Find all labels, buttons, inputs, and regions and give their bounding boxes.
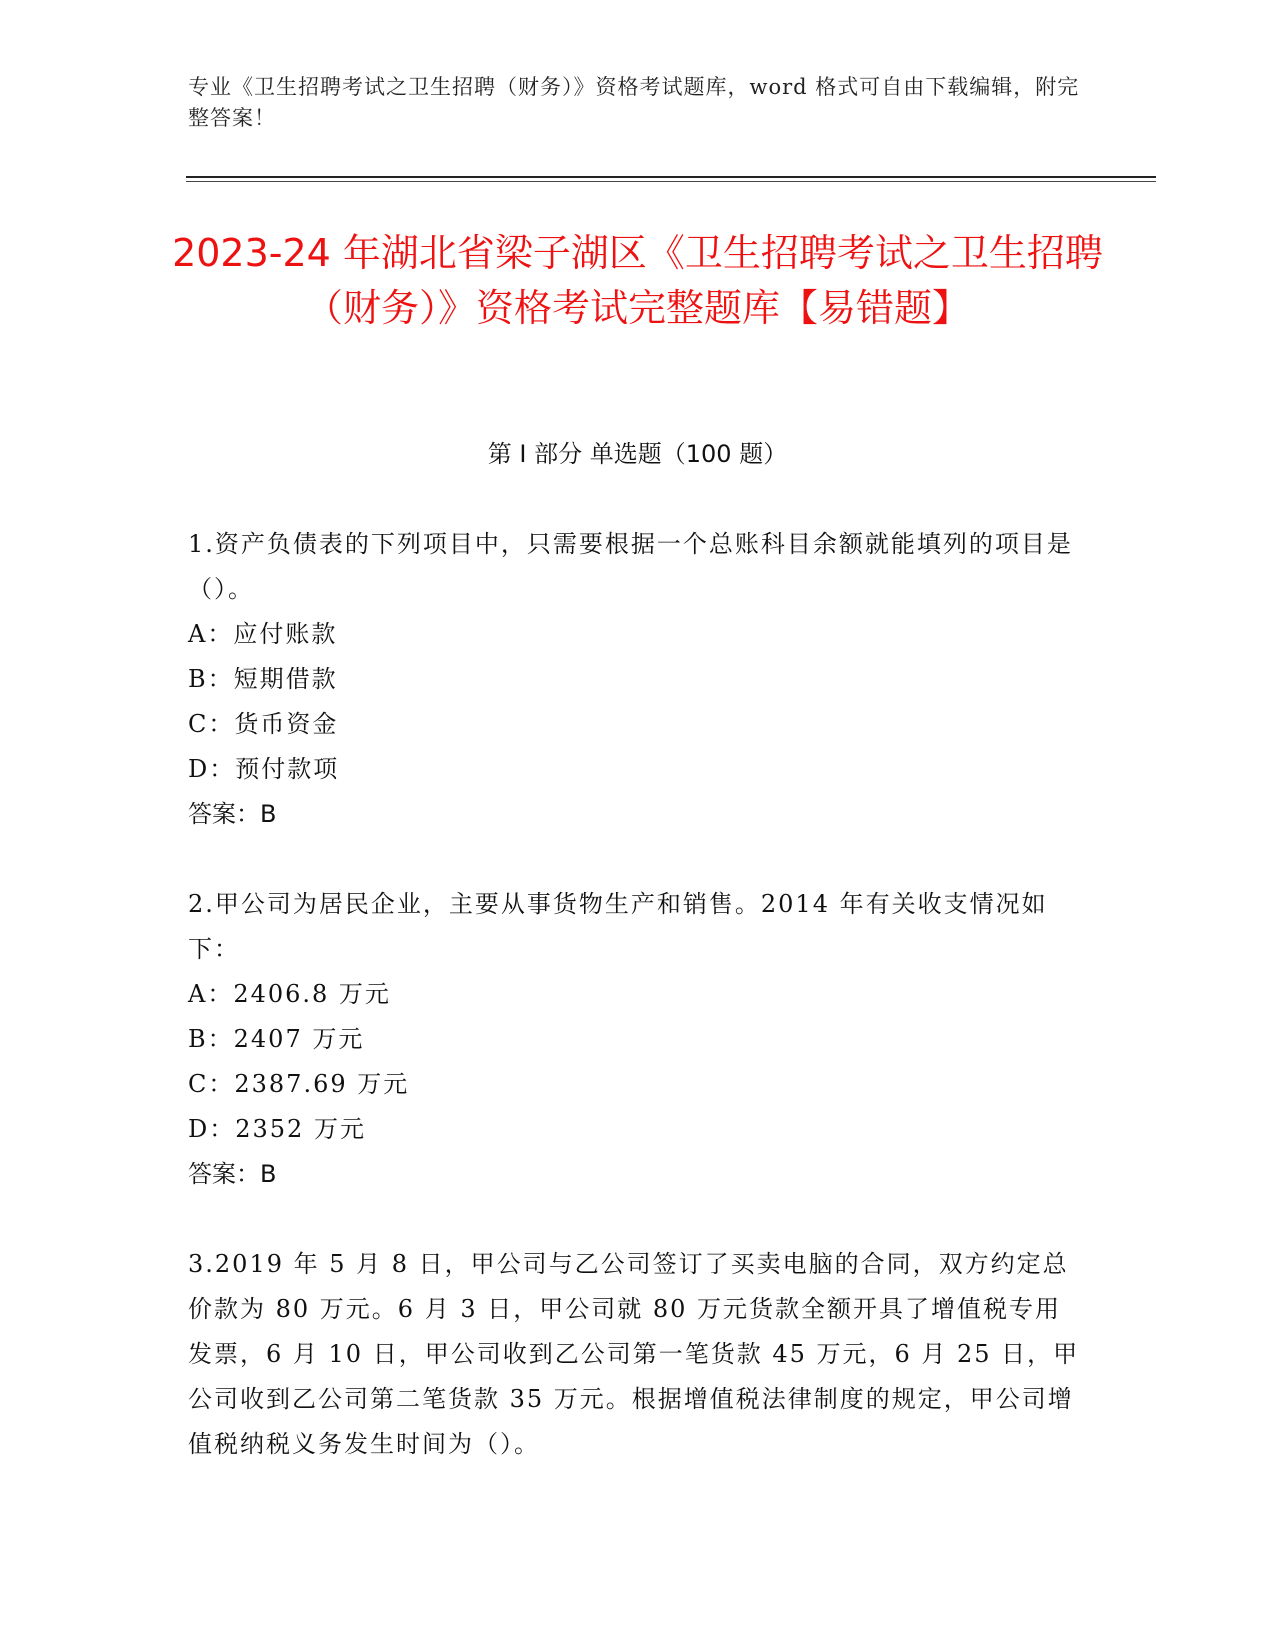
option-c: C：2387.69 万元 bbox=[188, 1070, 410, 1098]
option-d: D：预付款项 bbox=[188, 755, 340, 783]
question-text: 1.资产负债表的下列项目中，只需要根据一个总账科目余额就能填列的项目是（）。 bbox=[188, 530, 1073, 603]
question-1 bbox=[188, 522, 1083, 837]
option-list bbox=[188, 972, 1083, 1152]
question-2 bbox=[188, 882, 1083, 1197]
header-divider-thick bbox=[186, 176, 1156, 178]
option-a: A：2406.8 万元 bbox=[188, 980, 391, 1008]
question-text: 2.甲公司为居民企业，主要从事货物生产和销售。2014 年有关收支情况如下： bbox=[188, 890, 1048, 963]
option-list bbox=[188, 612, 1083, 792]
header-note: 专业《卫生招聘考试之卫生招聘（财务）》资格考试题库，word 格式可自由下载编辑，附完整答案！ bbox=[188, 75, 1080, 130]
header-divider-thin bbox=[186, 181, 1156, 182]
question-3 bbox=[188, 1242, 1083, 1467]
option-b: B：短期借款 bbox=[188, 665, 338, 693]
option-d: D：2352 万元 bbox=[188, 1115, 366, 1143]
section-heading: 第 I 部分 单选题（100 题） bbox=[487, 440, 788, 468]
document-title: 2023-24 年湖北省梁子湖区《卫生招聘考试之卫生招聘（财务）》资格考试完整题库【易错题】 bbox=[172, 231, 1103, 330]
answer: 答案：B bbox=[188, 1160, 277, 1188]
option-c: C：货币资金 bbox=[188, 710, 339, 738]
option-a: A：应付账款 bbox=[188, 620, 338, 648]
answer: 答案：B bbox=[188, 800, 277, 828]
question-text: 3.2019 年 5 月 8 日，甲公司与乙公司签订了买卖电脑的合同，双方约定总价款为 80 万元。6 月 3 日，甲公司就 80 万元货款全额开具了增值税专用发票，6 月 10 日，甲公司收到乙公司第一笔货款 45 万元，6 月 25 日，甲公司收到乙公司第二笔货款 35 万元。根据增值税法律制度的规定，甲公司增值税纳税义务发生时间为（）。 bbox=[188, 1250, 1080, 1458]
option-b: B：2407 万元 bbox=[188, 1025, 365, 1053]
